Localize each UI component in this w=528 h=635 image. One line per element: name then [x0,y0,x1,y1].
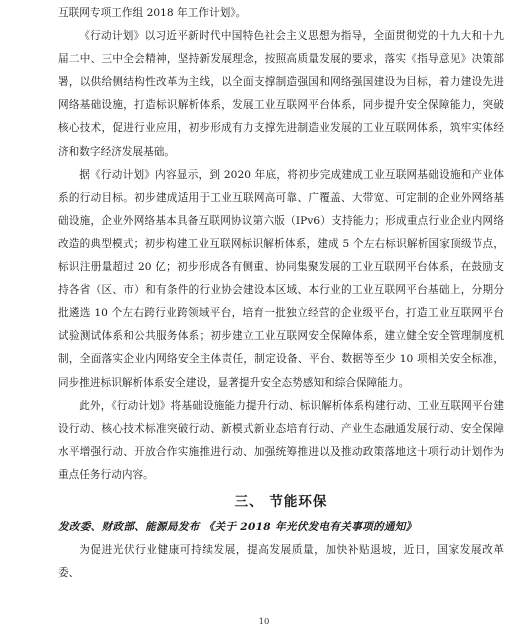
sub-heading: 发改委、财政部、能源局发布 《关于 2018 年光伏发电有关事项的通知》 [58,520,417,533]
section-heading: 三、 节能环保 [234,493,328,510]
document-page [58,2,504,585]
paragraph-2020-targets: 据《行动计划》内容显示，到 2020 年底，将初步完成建成工业互联网基础设施和产业体系的行动目标。初步建成适用于工业互联网高可靠、广覆盖、大带宽、可定制的企业外网络基础设施，企业外网络基本具备互联网协议第六版（IPv6）支持能力；形成重点行业企业内网络改造的典型模式；初步构建工业互联网标识解析体系，建成 5 个左右标识解析国家顶级节点，标识注册量超过 20 亿；初步形成各有侧重、协同集聚发展的工业互联网平台体系，在鼓励支持各省（区、市）和有条件的行业协会建设本区域、本行业的工业互联网平台基础上，分期分批遴选 10 个左右跨行业跨领域平台，培育一批独立经营的企业级平台，打造工业互联网平台试验测试体系和公共服务体系；初步建立工业互联网安全保障体系，建立健全安全管理制度机制，全面落实企业内网络安全主体责任，制定设备、平台、数据等至少 10 项相关安全标准，同步推进标识解析体系安全建设，显著提升安全态势感知和综合保障能力。 [58,168,504,389]
page-number: 10 [258,617,270,627]
paragraph-action-plan-guidance: 《行动计划》以习近平新时代中国特色社会主义思想为指导，全面贯彻党的十九大和十九届二中、三中全会精神，坚持新发展理念，按照高质量发展的要求，落实《指导意见》决策部署，以供给侧结构性改革为主线，以全面支撑制造强国和网络强国建设为目标，着力建设先进网络基础设施，打造标识解析体系，发展工业互联网平台体系，同步提升安全保障能力，突破核心技术，促进行业应用，初步形成有力支撑先进制造业发展的工业互联网体系，筑牢实体经济和数字经济发展基础。 [58,30,504,158]
paragraph-ten-actions: 此外，《行动计划》将基础设施能力提升行动、标识解析体系构建行动、工业互联网平台建设行动、核心技术标准突破行动、新模式新业态培育行动、产业生态融通发展行动、安全保障水平增强行动、开放合作实施推进行动、加强统筹推进以及推动政策落地这十项行动计划作为重点任务行动内容。 [58,399,504,481]
paragraph-continuation: 互联网专项工作组 2018 年工作计划》。 [58,7,247,19]
paragraph-photovoltaic: 为促进光伏行业健康可持续发展，提高发展质量，加快补贴退坡，近日，国家发展改革委、 [58,543,504,580]
